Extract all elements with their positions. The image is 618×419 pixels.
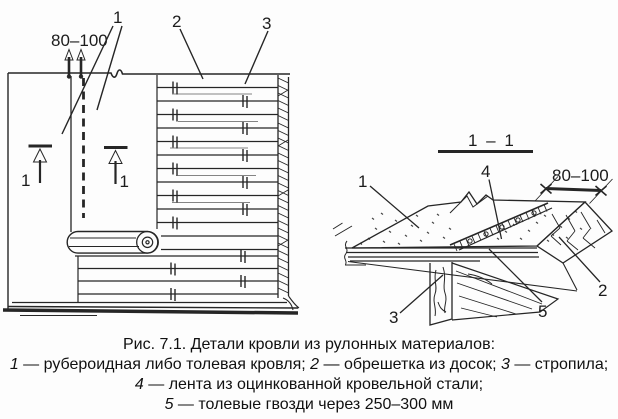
legend-text: — рубероидная либо толевая кровля; bbox=[18, 356, 311, 373]
callout-4-section: 4 bbox=[481, 162, 491, 181]
legend-number: 2 bbox=[310, 356, 320, 373]
material-roll bbox=[67, 232, 158, 254]
legend-text: — обрешетка из досок; bbox=[319, 356, 501, 373]
nail-head bbox=[516, 218, 520, 222]
section-arrow-left bbox=[21, 146, 52, 190]
callout-3-section: 3 bbox=[389, 308, 399, 327]
legend-number: 3 bbox=[500, 356, 510, 373]
legend-text: — стропила; bbox=[509, 356, 609, 373]
lathing-boards-lower bbox=[75, 256, 278, 302]
caption-title bbox=[0, 335, 618, 355]
section-view-1-1 bbox=[333, 131, 613, 327]
nail-head bbox=[468, 239, 472, 243]
left-elevation-view bbox=[3, 8, 299, 316]
callout-1-left: 1 bbox=[113, 8, 123, 27]
steel-strip bbox=[450, 203, 552, 251]
caption-legend-row-2 bbox=[0, 375, 618, 395]
legend-text: — лента из оцинкованной кровельной стали; bbox=[143, 376, 484, 393]
roll-spiral-outer bbox=[137, 232, 159, 254]
figure-caption bbox=[0, 335, 618, 415]
caption-legend-row-1 bbox=[0, 355, 618, 375]
roll-spiral-mid bbox=[142, 237, 152, 247]
caption-legend-row-3 bbox=[0, 395, 618, 415]
lathing-boards-upper bbox=[157, 88, 278, 250]
section-title: 1 – 1 bbox=[468, 131, 516, 150]
legend-number: 5 bbox=[164, 396, 174, 413]
deck-front-band bbox=[333, 223, 539, 265]
edge-board-hatching bbox=[278, 75, 299, 310]
overlap-dimension-text-right: 80–100 bbox=[552, 166, 609, 185]
legend-number: 4 bbox=[134, 376, 144, 393]
section-mark-left-label: 1 bbox=[21, 171, 31, 190]
legend-text: — толевые гвозди через 250–300 мм bbox=[173, 396, 454, 413]
legend-number: 1 bbox=[9, 356, 19, 373]
eaves-base bbox=[3, 303, 298, 316]
board-mid-lines bbox=[170, 94, 258, 203]
callout-2-section: 2 bbox=[598, 281, 608, 300]
overlap-dimension-right bbox=[535, 166, 613, 204]
section-arrow-right bbox=[104, 148, 129, 192]
callout-2-left: 2 bbox=[172, 12, 182, 31]
dimension-bar bbox=[546, 189, 601, 191]
callout-5-section: 5 bbox=[538, 302, 548, 321]
section-mark-right-label: 1 bbox=[119, 172, 129, 191]
callout-3-left: 3 bbox=[262, 14, 272, 33]
callout-1-section: 1 bbox=[358, 172, 368, 191]
overlap-dimension-text: 80–100 bbox=[51, 31, 108, 50]
caption-title-text: Рис. 7.1. Детали кровли из рулонных материалов: bbox=[122, 336, 496, 353]
roll-spiral-core bbox=[146, 241, 149, 244]
